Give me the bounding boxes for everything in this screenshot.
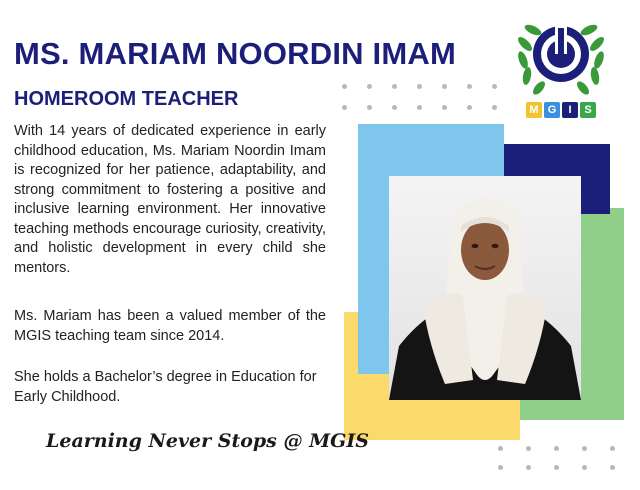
bio-paragraph-degree: She holds a Bachelor’s degree in Education for Early Childhood. bbox=[14, 369, 317, 405]
portrait-illustration bbox=[389, 176, 581, 400]
mgis-letters bbox=[526, 102, 596, 118]
logo-letter-m: M bbox=[526, 102, 542, 118]
tagline: Learning Never Stops @ MGIS bbox=[46, 430, 369, 452]
logo-letter-i: I bbox=[562, 102, 578, 118]
power-icon bbox=[513, 8, 609, 104]
dot-grid-top bbox=[342, 84, 497, 110]
logo-letter-s: S bbox=[580, 102, 596, 118]
dot-grid-bottom bbox=[498, 446, 615, 470]
teacher-photo bbox=[389, 176, 581, 400]
bio-paragraph-membership: Ms. Mariam has been a valued member of the MGIS teaching team since 2014. bbox=[14, 308, 326, 344]
teacher-role: HOMEROOM TEACHER bbox=[14, 88, 239, 110]
bio-paragraph-experience: With 14 years of dedicated experience in early childhood education, Ms. Mariam Noordin Imam is recognized for her patience, adaptability, and strong commitment to fostering a positive and inclusive learning environment. Her innovative teaching methods encourage curiosity, creativity, and holistic development in every child she mentors. bbox=[14, 123, 326, 276]
teacher-name: MS. MARIAM NOORDIN IMAM bbox=[14, 36, 457, 71]
logo-letter-g: G bbox=[544, 102, 560, 118]
